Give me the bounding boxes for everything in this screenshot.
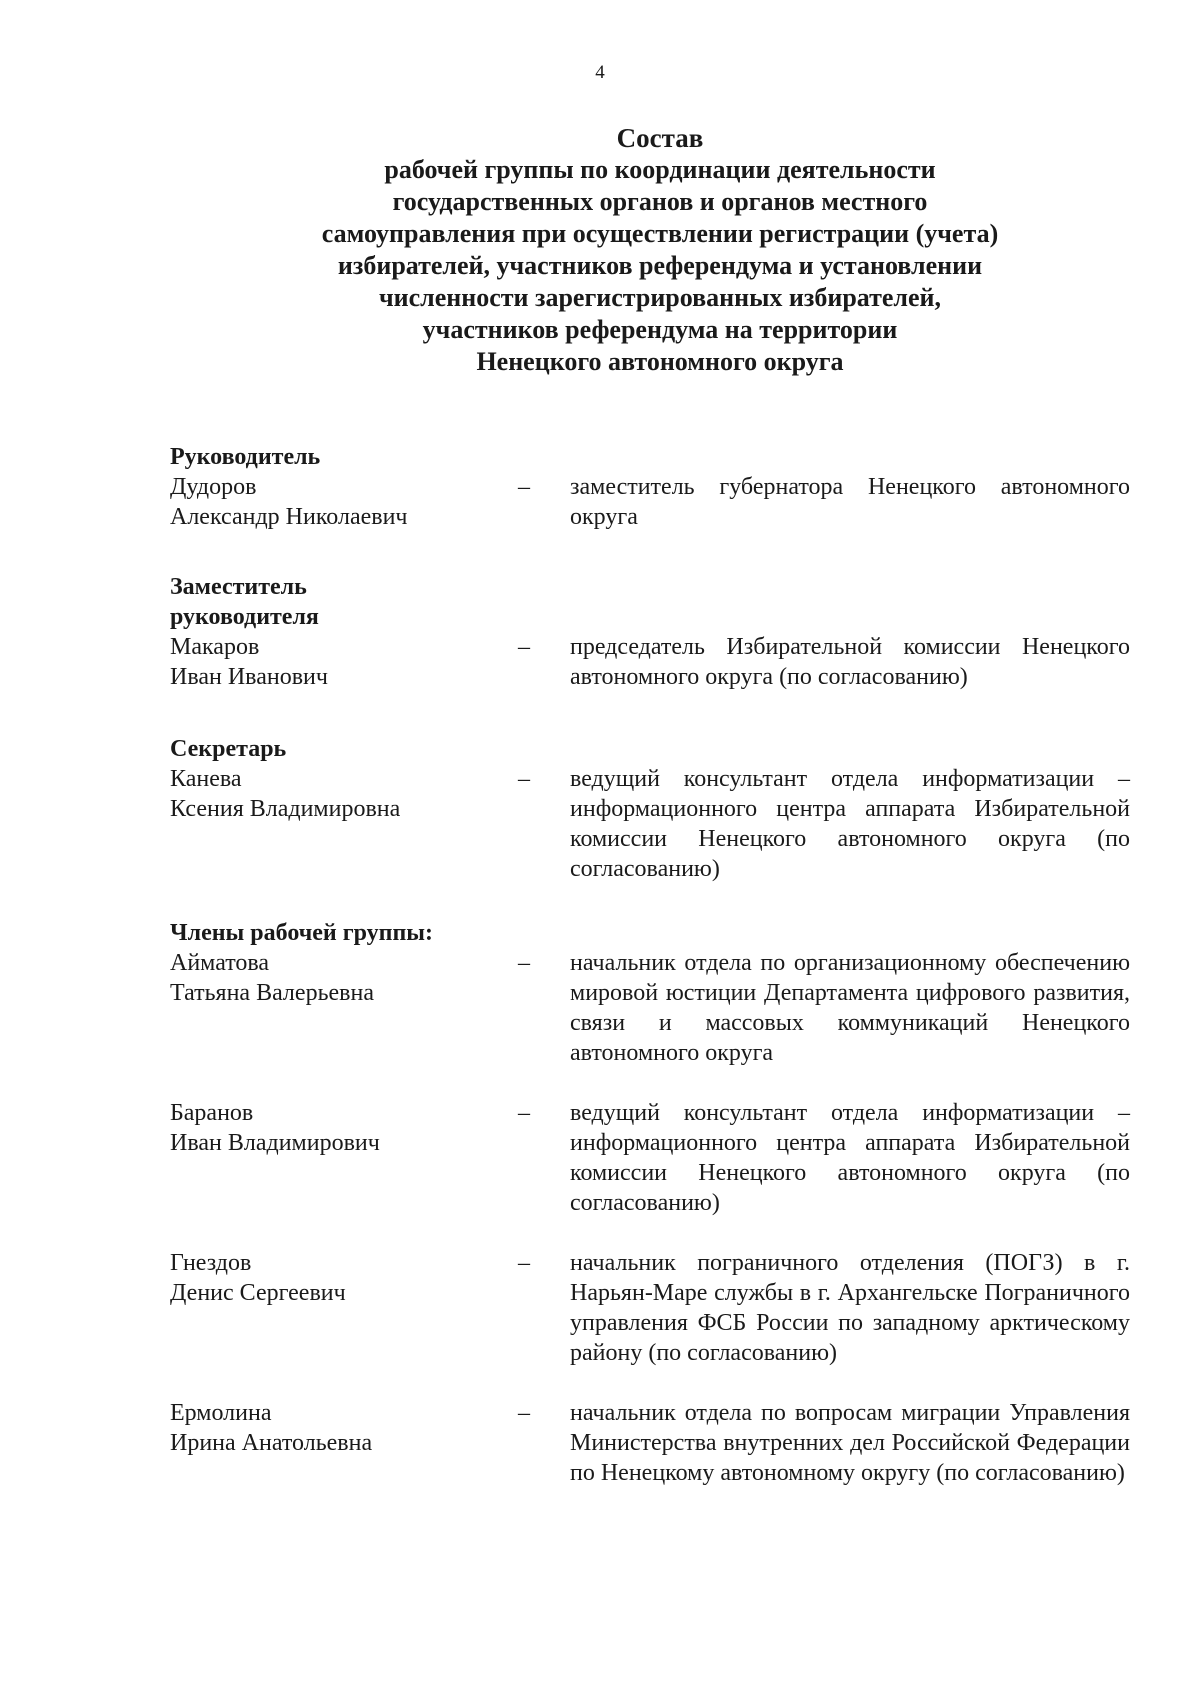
member-given-names: Иван Владимирович (170, 1130, 380, 1156)
member-name (170, 764, 500, 824)
member-entry (170, 948, 1130, 1068)
member-given-names: Иван Иванович (170, 664, 328, 690)
dash-separator: – (518, 950, 530, 976)
member-role: начальник пограничного отделения (ПОГЗ) в г. Нарьян-Маре службы в г. Архангельске Пограничного управления ФСБ России по западному арктическому району (по согласованию) (570, 1250, 1130, 1366)
member-surname: Баранов (170, 1100, 254, 1126)
member-role: начальник отдела по организационному обеспечению мировой юстиции Департамента цифрового развития, связи и массовых коммуникаций Ненецкого автономного округа (570, 950, 1130, 1066)
member-name (170, 1248, 500, 1308)
section-head (170, 442, 1130, 532)
section-deputy (170, 572, 1130, 692)
member-entry (170, 1098, 1130, 1218)
member-name (170, 1098, 500, 1158)
section-heading (170, 572, 480, 632)
dash-separator: – (518, 1250, 530, 1276)
section-heading-line-1: Заместитель (170, 574, 307, 600)
title-line-6: численности зарегистрированных избирателей, (378, 283, 942, 312)
member-given-names: Ирина Анатольевна (170, 1430, 373, 1456)
dash-separator: – (518, 1100, 530, 1126)
member-surname: Гнездов (170, 1250, 252, 1276)
title-line-3: государственных органов и органов местного (392, 187, 928, 216)
section-heading: Секретарь (170, 736, 287, 762)
dash-separator: – (518, 766, 530, 792)
member-role: председатель Избирательной комиссии Ненецкого автономного округа (по согласованию) (570, 634, 1130, 690)
member-surname: Ермолина (170, 1400, 272, 1426)
section-secretary (170, 734, 1130, 884)
dash-separator: – (518, 474, 530, 500)
section-members (170, 918, 1130, 1488)
member-role: заместитель губернатора Ненецкого автономного округа (570, 474, 1130, 530)
dash-separator: – (518, 1400, 530, 1426)
member-given-names: Ксения Владимировна (170, 796, 401, 822)
page-number: 4 (595, 62, 605, 83)
member-entry (170, 632, 1130, 692)
document-title (170, 122, 1150, 378)
member-surname: Айматова (170, 950, 270, 976)
working-group-roster (170, 442, 1130, 1488)
member-role: ведущий консультант отдела информатизации – информационного центра аппарата Избирательной комиссии Ненецкого автономного округа (по согласованию) (570, 766, 1130, 882)
section-heading: Руководитель (170, 444, 321, 470)
member-entry (170, 1398, 1130, 1488)
section-heading-line-2: руководителя (170, 604, 319, 630)
member-surname: Макаров (170, 634, 260, 660)
title-line-1: Состав (616, 123, 704, 153)
member-surname: Канева (170, 766, 242, 792)
member-given-names: Денис Сергеевич (170, 1280, 346, 1306)
member-given-names: Александр Николаевич (170, 504, 408, 530)
section-heading: Члены рабочей группы: (170, 920, 434, 946)
member-role: ведущий консультант отдела информатизации – информационного центра аппарата Избирательной комиссии Ненецкого автономного округа (по согласованию) (570, 1100, 1130, 1216)
member-name (170, 632, 500, 692)
member-name (170, 948, 500, 1008)
member-entry (170, 764, 1130, 884)
dash-separator: – (518, 634, 530, 660)
member-given-names: Татьяна Валерьевна (170, 980, 374, 1006)
member-entry (170, 1248, 1130, 1368)
title-line-8: Ненецкого автономного округа (476, 347, 844, 376)
title-line-7: участников референдума на территории (422, 315, 898, 344)
member-name (170, 1398, 500, 1458)
title-line-5: избирателей, участников референдума и установлении (337, 251, 983, 280)
member-name (170, 472, 500, 532)
title-line-4: самоуправления при осуществлении регистрации (учета) (321, 219, 999, 248)
title-line-2: рабочей группы по координации деятельности (384, 155, 936, 184)
member-entry (170, 472, 1130, 532)
member-role: начальник отдела по вопросам миграции Управления Министерства внутренних дел Российской Федерации по Ненецкому автономному округу (по согласованию) (570, 1400, 1130, 1486)
member-surname: Дудоров (170, 474, 257, 500)
